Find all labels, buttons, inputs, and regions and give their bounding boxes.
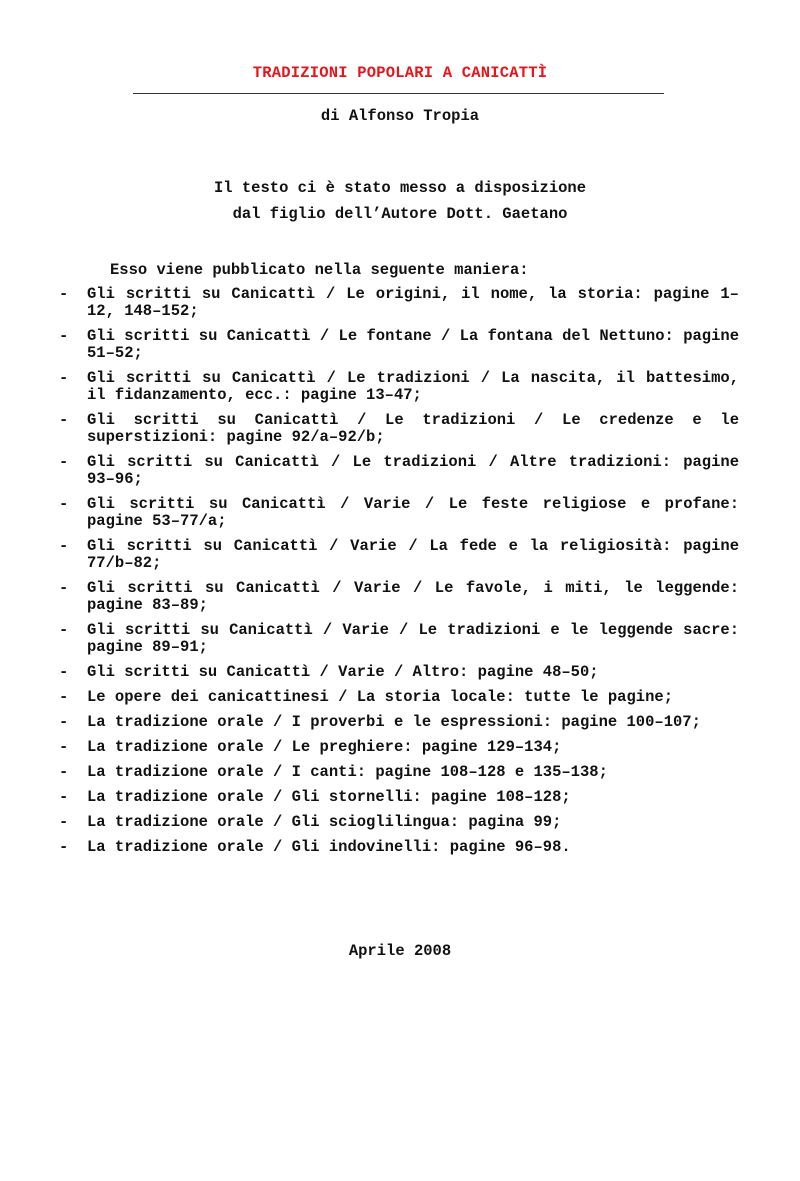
document-date: Aprile 2008 bbox=[348, 942, 452, 960]
title-divider bbox=[133, 93, 664, 94]
bullet-dash: - bbox=[59, 327, 69, 345]
bullet-dash: - bbox=[59, 369, 69, 387]
list-item bbox=[59, 328, 739, 362]
list-item-text: La tradizione orale / I proverbi e le espressioni: pagine 100–107; bbox=[87, 713, 701, 731]
list-item bbox=[59, 496, 739, 530]
bullet-dash: - bbox=[59, 621, 69, 639]
list-item-text: La tradizione orale / Le preghiere: pagine 129–134; bbox=[87, 738, 562, 756]
bullet-dash: - bbox=[59, 713, 69, 731]
list-item-text: Gli scritti su Canicattì / Varie / Le tradizioni e le leggende sacre: pagine 89–91; bbox=[87, 621, 739, 656]
publication-list bbox=[59, 286, 739, 864]
list-item bbox=[59, 764, 739, 781]
list-item-text: Gli scritti su Canicattì / Varie / Le favole, i miti, le leggende: pagine 83–89; bbox=[87, 579, 739, 614]
publication-intro: Esso viene pubblicato nella seguente maniera: bbox=[110, 261, 529, 279]
list-item bbox=[59, 412, 739, 446]
source-note bbox=[0, 175, 800, 227]
bullet-dash: - bbox=[59, 285, 69, 303]
list-item-text: Gli scritti su Canicattì / Varie / Altro: pagine 48–50; bbox=[87, 663, 599, 681]
list-item-text: Le opere dei canicattinesi / La storia locale: tutte le pagine; bbox=[87, 688, 673, 706]
document-title: TRADIZIONI POPOLARI A CANICATTÌ bbox=[252, 64, 548, 82]
list-item bbox=[59, 286, 739, 320]
bullet-dash: - bbox=[59, 688, 69, 706]
list-item bbox=[59, 739, 739, 756]
list-item-text: La tradizione orale / Gli stornelli: pagine 108–128; bbox=[87, 788, 571, 806]
list-item bbox=[59, 789, 739, 806]
bullet-dash: - bbox=[59, 453, 69, 471]
list-item-text: Gli scritti su Canicattì / Varie / La fede e la religiosità: pagine 77/b–82; bbox=[87, 537, 739, 572]
list-item bbox=[59, 664, 739, 681]
list-item bbox=[59, 454, 739, 488]
list-item bbox=[59, 689, 739, 706]
bullet-dash: - bbox=[59, 537, 69, 555]
source-note-line-2: dal figlio dell’Autore Dott. Gaetano bbox=[232, 205, 568, 223]
list-item bbox=[59, 839, 739, 856]
list-item-text: Gli scritti su Canicattì / Le fontane / La fontana del Nettuno: pagine 51–52; bbox=[87, 327, 739, 362]
bullet-dash: - bbox=[59, 663, 69, 681]
bullet-dash: - bbox=[59, 495, 69, 513]
list-item bbox=[59, 538, 739, 572]
bullet-dash: - bbox=[59, 788, 69, 806]
bullet-dash: - bbox=[59, 579, 69, 597]
list-item bbox=[59, 814, 739, 831]
list-item bbox=[59, 622, 739, 656]
list-item bbox=[59, 580, 739, 614]
list-item-text: Gli scritti su Canicattì / Le tradizioni / Altre tradizioni: pagine 93–96; bbox=[87, 453, 739, 488]
list-item bbox=[59, 370, 739, 404]
bullet-dash: - bbox=[59, 411, 69, 429]
list-item-text: La tradizione orale / I canti: pagine 108–128 e 135–138; bbox=[87, 763, 608, 781]
list-item bbox=[59, 714, 739, 731]
bullet-dash: - bbox=[59, 738, 69, 756]
source-note-line-1: Il testo ci è stato messo a disposizione bbox=[213, 179, 587, 197]
author-line: di Alfonso Tropia bbox=[320, 107, 480, 125]
list-item-text: Gli scritti su Canicattì / Le origini, il nome, la storia: pagine 1–12, 148–152; bbox=[87, 285, 739, 320]
list-item-text: Gli scritti su Canicattì / Le tradizioni / Le credenze e le superstizioni: pagine 92/a–92/b; bbox=[87, 411, 739, 446]
bullet-dash: - bbox=[59, 763, 69, 781]
list-item-text: La tradizione orale / Gli indovinelli: pagine 96–98. bbox=[87, 838, 571, 856]
list-item-text: Gli scritti su Canicattì / Varie / Le feste religiose e profane: pagine 53–77/a; bbox=[87, 495, 739, 530]
bullet-dash: - bbox=[59, 813, 69, 831]
list-item-text: Gli scritti su Canicattì / Le tradizioni / La nascita, il battesimo, il fidanzamento, ecc.: pagine 13–47; bbox=[87, 369, 739, 404]
bullet-dash: - bbox=[59, 838, 69, 856]
list-item-text: La tradizione orale / Gli scioglilingua: pagina 99; bbox=[87, 813, 562, 831]
